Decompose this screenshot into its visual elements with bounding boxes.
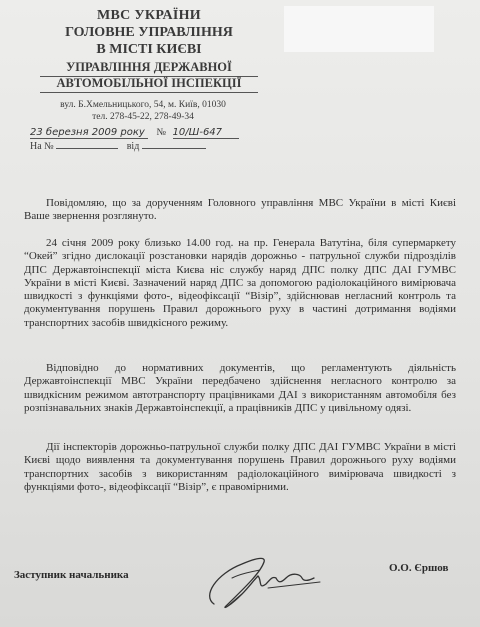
reference-label: На №: [30, 141, 54, 152]
paragraph-intro: Повідомляю, що за дорученням Головного управління МВС України в місті Києві Ваше звернення розглянуто.: [24, 197, 456, 223]
reference-date-blank: [142, 148, 206, 149]
incoming-reference: [30, 141, 206, 152]
reference-number-blank: [56, 148, 118, 149]
signatory-name: О.О. Єршов: [389, 562, 449, 574]
from-label: від: [126, 141, 140, 152]
org-line-ministry: МВС УКРАЇНИ: [97, 8, 201, 23]
number-label: №: [156, 127, 167, 138]
letter-number: 10/Ш-647: [173, 127, 239, 139]
paragraph-regulations: Відповідно до нормативних документів, що регламентують діяльність Державтоінспекції МВС України передбачено здійснення негласного контролю за швидкісним режимом автотранспорту працівниками ДАІ з використанням автомобіля без розпізнавальних знаків Державтоінспекції, а працівників ДПС у цивільному одязі.: [24, 362, 456, 414]
outgoing-reference: [30, 127, 239, 139]
org-address: вул. Б.Хмельницького, 54, м. Київ, 01030: [60, 100, 226, 110]
org-line-inspection: АВТОМОБІЛЬНОЇ ІНСПЕКЦІЇ: [56, 76, 242, 90]
org-line-department: ГОЛОВНЕ УПРАВЛІННЯ: [65, 25, 233, 40]
letter-date: 23 березня 2009 року: [30, 127, 148, 139]
paragraph-incident: 24 січня 2009 року близько 14.00 год. на пр. Генерала Ватутіна, біля супермаркету “Окей” згідно дислокації розстановки нарядів дорожньо - патрульної служби підрозділів ДПС Державтоінспекції міста Києва ніс службу наряд ДПС полку ДПС ДАІ ГУМВС України в місті Києві. Зазначений наряд ДПС за допомогою радіолокаційного вимірювача швидкості з функціями фото-, відеофіксації “Візір”, здійснював негласний контроль та документування порушень Правил дорожнього руху в частині дотримання водіями транспортних засобів швидкісного режиму.: [24, 237, 456, 329]
org-line-city: В МІСТІ КИЄВІ: [96, 42, 202, 57]
org-line-directorate: УПРАВЛІННЯ ДЕРЖАВНОЇ: [66, 60, 232, 74]
org-phone: тел. 278-45-22, 278-49-34: [92, 112, 194, 122]
signatory-title: Заступник начальника: [14, 569, 129, 581]
handwritten-signature: [196, 544, 326, 616]
redacted-addressee: [284, 6, 434, 52]
header-rule-bottom: [40, 92, 258, 93]
paragraph-conclusion: Дії інспекторів дорожньо-патрульної служби полку ДПС ДАІ ГУМВС України в місті Києві щодо виявлення та документування порушень Правил дорожнього руху водіями транспортних засобів з використанням радіолокаційного вимірювача швидкості з функціями фото-, відеофіксації “Візір”, є правомірними.: [24, 441, 456, 493]
